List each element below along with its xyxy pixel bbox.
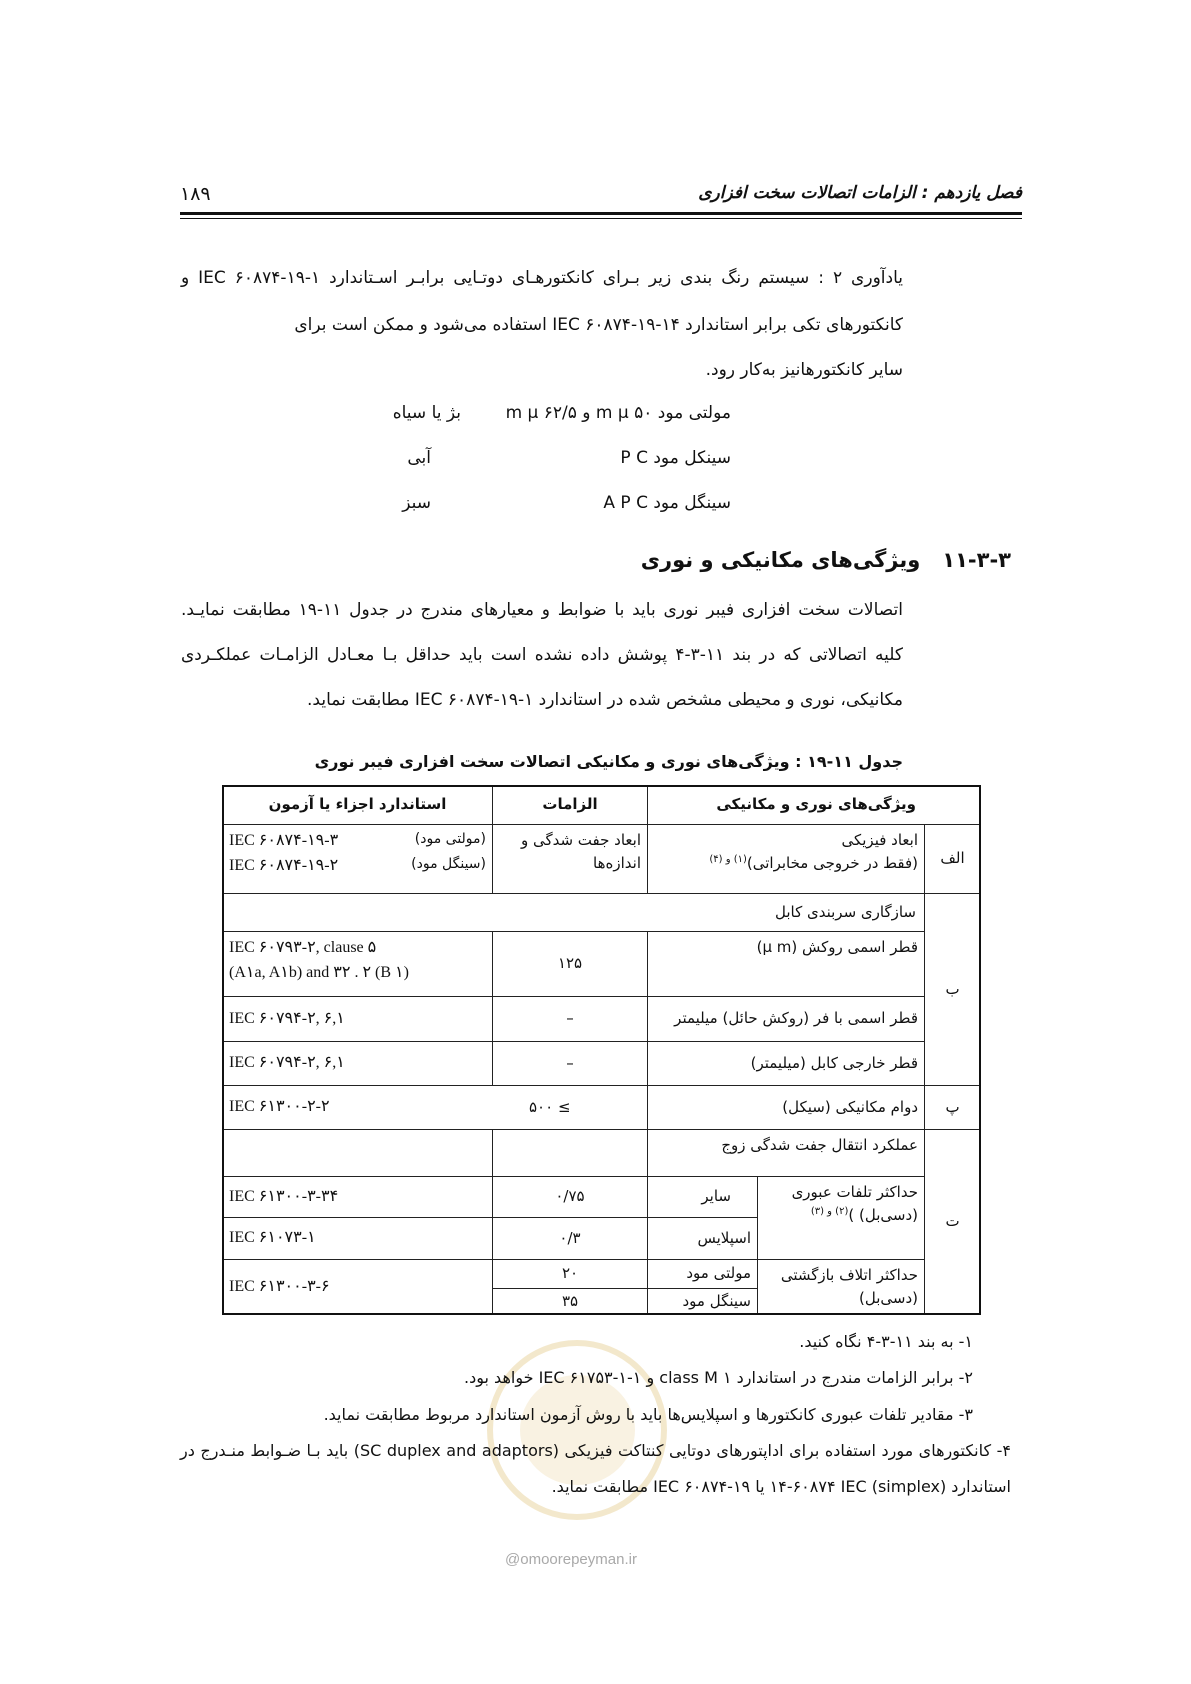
te-loss-r2-std bbox=[222, 1217, 493, 1260]
footnote-1: ۱- به بند ۱۱-۳-۴ نگاه کنید. bbox=[799, 1332, 973, 1351]
be-r2-std bbox=[222, 996, 493, 1042]
row-label-te: ت bbox=[924, 1129, 981, 1315]
te-loss-r2-type-text: اسپلایس bbox=[697, 1228, 751, 1247]
footnote-3: ۳- مقادیر تلفات عبوری کانکتورها و اسپلایس‌ها باید با روش آزمون استاندارد مربوط مطابقت نماید. bbox=[323, 1405, 973, 1424]
alef-requirement bbox=[492, 824, 648, 894]
te-loss-r1-req: ۰/۷۵ bbox=[492, 1176, 648, 1218]
row-label-alef: الف bbox=[924, 824, 981, 894]
alef-std-note-2: (سینگل مود) bbox=[411, 855, 486, 872]
be-r2-feature-text: قطر اسمی با فر (روکش حائل) میلیمتر bbox=[674, 1009, 918, 1028]
te-loss-r2-std-text: IEC ۶۱۰۷۳-۱ bbox=[229, 1229, 316, 1247]
alef-feature bbox=[647, 824, 925, 894]
te-loss-r2-type bbox=[647, 1217, 758, 1260]
be-group-text: سازگاری سربندی کابل bbox=[774, 902, 916, 921]
chapter-title: فصل یازدهم : الزامات اتصالات سخت افزاری bbox=[698, 183, 1022, 203]
spec-table bbox=[222, 785, 981, 1315]
page-number: ۱۸۹ bbox=[180, 183, 211, 205]
te-return-label bbox=[757, 1259, 925, 1315]
be-r1-feature: قطر اسمی روکش (μ m) bbox=[647, 931, 925, 997]
be-group-title bbox=[222, 893, 925, 932]
te-loss-line2-text: (دسی‌بل) bbox=[859, 1206, 918, 1225]
color-value-1: بژ یا سیاه bbox=[392, 403, 461, 423]
alef-std-code-2: IEC ۶۰۸۷۴-۱۹-۲ bbox=[229, 856, 339, 874]
watermark-seal-inner bbox=[520, 1375, 635, 1485]
te-loss-footnote-ref: (۲) و (۳) bbox=[810, 1206, 849, 1218]
footnote-4-line1: ۴- کانکتورهای مورد استفاده برای اداپتورهای دوتایی کنتاکت فیزیکی (SC duplex and adaptors) باید بـا ضـوابط منـدرج در bbox=[180, 1441, 1011, 1460]
section-para-1: اتصالات سخت افزاری فیبر نوری باید با ضوابط و معیارهای مندرج در جدول ۱۱-۱۹ مطابقت نمایـد. bbox=[181, 600, 903, 620]
section-para-3: مکانیکی، نوری و محیطی مشخص شده در استاندارد ۱-۱۹-۶۰۸۷۴ IEC مطابقت نماید. bbox=[307, 690, 903, 710]
alef-req-line2: اندازه‌ها bbox=[593, 854, 641, 873]
te-loss-r1-std bbox=[222, 1176, 493, 1218]
section-title: ویژگی‌های مکانیکی و نوری bbox=[640, 548, 921, 572]
alef-std-note-1: (مولتی مود) bbox=[414, 831, 486, 847]
footnote-2: ۲- برابر الزامات مندرج در استاندارد ۱ class M و ۱-۱-۶۱۷۵۳ IEC خواهد بود. bbox=[464, 1368, 973, 1387]
header-standard: استاندارد اجزاء یا آزمون bbox=[222, 785, 493, 825]
be-r1-std-line1: IEC ۶۰۷۹۳-۲, clause ۵ bbox=[229, 939, 377, 956]
be-r2-feature bbox=[647, 996, 925, 1042]
pe-std-req bbox=[222, 1085, 648, 1130]
alef-std-code-1: IEC ۶۰۸۷۴-۱۹-۳ bbox=[229, 832, 339, 849]
note-line-3: سایر کانکتورهانیز به‌کار رود. bbox=[705, 360, 903, 380]
alef-req-line1: ابعاد جفت شدگی و bbox=[520, 831, 641, 849]
te-loss-line1: حداکثر تلفات عبوری bbox=[791, 1183, 918, 1201]
color-type-1: مولتی مود m μ ۵۰ و m μ ۶۲/۵ bbox=[505, 403, 731, 423]
section-number: ۱۱-۳-۳ bbox=[942, 548, 1011, 572]
be-r1-std-line2: (A۱a, A۱b) and ۳۲ . ۲ (B ۱) bbox=[229, 963, 409, 981]
header-feature-text: ویژگی‌های نوری و مکانیکی bbox=[716, 795, 916, 814]
te-ret-r1-type-text: مولتی مود bbox=[686, 1264, 751, 1283]
be-r3-feature-text: قطر خارجی کابل (میلیمتر) bbox=[750, 1053, 918, 1072]
be-r3-std bbox=[222, 1041, 493, 1086]
row-label-pe: پ bbox=[924, 1085, 981, 1130]
alef-feature-line1: ابعاد فیزیکی bbox=[841, 831, 918, 849]
te-ret-r2-req: ۳۵ bbox=[492, 1288, 648, 1315]
te-ret-std-text: IEC ۶۱۳۰۰-۳-۶ bbox=[229, 1277, 330, 1295]
be-r1-req: ۱۲۵ bbox=[492, 931, 648, 997]
te-loss-label bbox=[757, 1176, 925, 1260]
te-loss-r1-type-text: سایر bbox=[701, 1187, 731, 1206]
header-feature bbox=[647, 785, 981, 825]
header-requirement: الزامات bbox=[492, 785, 648, 825]
te-loss-r2-req: ۰/۳ bbox=[492, 1217, 648, 1260]
alef-feature-line2 bbox=[654, 852, 918, 875]
alef-feature-line2-text: (فقط در خروجی مخابراتی) bbox=[746, 854, 918, 873]
be-r3-req: – bbox=[492, 1041, 648, 1086]
te-group-std-empty bbox=[222, 1129, 493, 1177]
color-value-3: سبز bbox=[402, 493, 431, 513]
color-value-2: آبی bbox=[407, 448, 431, 468]
alef-feature-footnote-ref: (۱) و (۴) bbox=[709, 854, 747, 866]
section-para-2: کلیه اتصالاتی که در بند ۱۱-۳-۴ پوشش داده نشده است باید حداقل بـا معـادل الزامـات عملکـردی bbox=[181, 645, 903, 665]
alef-standard bbox=[222, 824, 493, 894]
te-return-line1: حداکثر اتلاف بازگشتی bbox=[780, 1266, 918, 1284]
pe-feature bbox=[647, 1085, 925, 1130]
be-r2-std-text: IEC ۶۰۷۹۴-۲, ۶,۱ bbox=[229, 1009, 345, 1027]
color-type-2: سینکل مود P C bbox=[620, 448, 731, 468]
be-r3-std-text: IEC ۶۰۷۹۴-۲, ۶,۱ bbox=[229, 1054, 345, 1072]
te-ret-std bbox=[222, 1259, 493, 1315]
footnote-4-line2: استاندارد (simplex) ۱۴-۶۰۸۷۴ IEC یا ۱۹-۶۰۸۷۴ IEC مطابقت نماید. bbox=[551, 1477, 1011, 1496]
table-caption: جدول ۱۱-۱۹ : ویژگی‌های نوری و مکانیکی اتصالات سخت افزاری فیبر نوری bbox=[314, 752, 903, 771]
pe-feature-text: دوام مکانیکی (سیکل) bbox=[782, 1097, 918, 1116]
header-rule-thin bbox=[180, 218, 1022, 219]
te-ret-r2-type bbox=[647, 1288, 758, 1315]
alef-std-row1 bbox=[229, 829, 486, 854]
section-heading bbox=[641, 548, 1011, 572]
note-line-1: یادآوری ۲ : سیستم رنگ بندی زیر بـرای کانکتورهـای دوتـایی برابـر اسـتاندارد ۱-۱۹-۶۰۸۷۴ IEC و bbox=[181, 268, 903, 288]
te-group-title: عملکرد انتقال جفت شدگی زوج bbox=[647, 1129, 925, 1177]
te-ret-r1-req: ۲۰ bbox=[492, 1259, 648, 1289]
note-line-2: کانکتورهای تکی برابر استاندارد ۱۴-۱۹-۶۰۸۷۴ IEC استفاده می‌شود و ممکن است برای bbox=[294, 315, 903, 335]
pe-req: ≥ ۵۰۰ bbox=[529, 1097, 571, 1116]
te-loss-line2: (دسی‌بل) )$^{(۲) و (۳)}$ bbox=[810, 1206, 918, 1225]
alef-std-row2 bbox=[229, 854, 486, 879]
page-header bbox=[180, 183, 1022, 213]
be-r3-feature bbox=[647, 1041, 925, 1086]
watermark-site: @omoorepeyman.ir bbox=[505, 1551, 637, 1568]
te-ret-r2-type-text: سینگل مود bbox=[682, 1291, 751, 1310]
pe-std: IEC ۶۱۳۰۰-۲-۲ bbox=[229, 1098, 330, 1116]
color-type-3: سینگل مود A P C bbox=[603, 493, 731, 513]
header-rule-thick bbox=[180, 212, 1022, 215]
te-return-line2: (دسی‌بل) bbox=[859, 1289, 918, 1308]
row-label-be: ب bbox=[924, 893, 981, 1086]
te-ret-r1-type bbox=[647, 1259, 758, 1289]
te-loss-r1-type bbox=[647, 1176, 758, 1218]
be-r2-req: – bbox=[492, 996, 648, 1042]
te-group-req-empty bbox=[492, 1129, 648, 1177]
be-r1-std bbox=[222, 931, 493, 997]
te-loss-r1-std-text: IEC ۶۱۳۰۰-۳-۳۴ bbox=[229, 1187, 339, 1205]
